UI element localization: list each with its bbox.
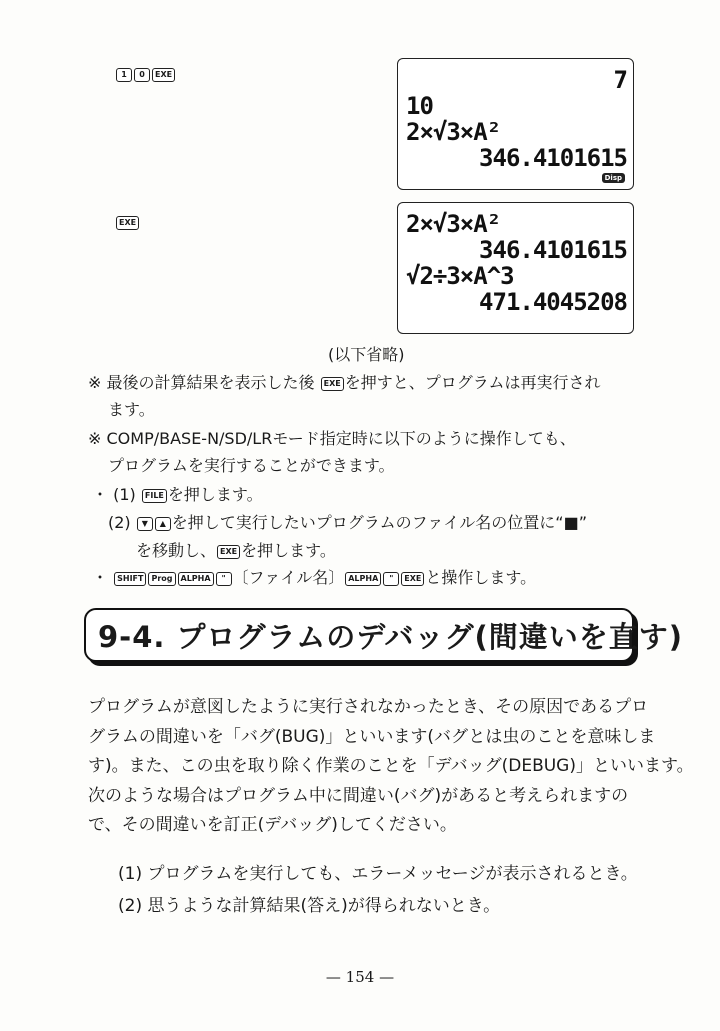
key-down: ▼ [137,517,153,531]
step1-num: (1) [113,485,136,504]
note-2 [88,427,576,451]
key-alpha: ALPHA [178,572,214,586]
key-exe: EXE [152,68,175,82]
screen1-line2: 10 [406,92,433,120]
note1-text-a: 最後の計算結果を表示した後 [106,373,315,392]
body-line: で、その間違いを訂正(デバッグ)してください。 [88,815,457,835]
key-prog: Prog [148,572,175,586]
bullet: ・ [92,485,109,504]
key-shift: SHIFT [114,572,146,586]
calculator-screen-1 [397,58,634,190]
key-1: 1 [116,68,132,82]
step2-text: を押して実行したいプログラムのファイル名の位置に“■” [171,513,587,532]
case-item: (2) 思うような計算結果(答え)が得られないとき。 [118,895,501,916]
key-file: FILE [142,489,167,503]
step-3 [92,566,536,590]
key-0: 0 [134,68,150,82]
note-1 [88,371,601,395]
note-mark: ※ [88,429,102,448]
omitted-note: (以下省略) [328,345,405,364]
key-exe: EXE [116,216,139,230]
section-heading: 9-4. プログラムのデバッグ(間違いを直す) [98,620,683,654]
key-exe: EXE [217,545,240,559]
bullet: ・ [92,568,109,587]
case-list [118,860,638,921]
note2-text-b: プログラムを実行することができます。 [108,456,395,475]
body-line: す)。また、この虫を取り除く作業のことを「デバッグ(DEBUG)」といいます。 [88,756,694,776]
screen2-line1: 2×√3×A² [406,210,501,238]
key-quote: " [216,572,232,586]
step-2 [108,511,587,535]
screen1-line4: 346.4101615 [479,144,627,172]
case-item: (1) プログラムを実行しても、エラーメッセージが表示されるとき。 [118,864,638,884]
page-number: — 154 — [325,968,395,986]
screen1-line3: 2×√3×A² [406,118,501,146]
note1-text-b: を押すと、プログラムは再実行され [344,373,601,392]
screen2-line4: 471.4045208 [479,288,627,316]
step-2-cont [136,539,336,563]
key-up: ▲ [155,517,171,531]
key-exe: EXE [401,572,424,586]
step-1 [92,483,263,507]
body-line: プログラムが意図したように実行されなかったとき、その原因であるプロ [88,697,649,717]
body-line: グラムの間違いを「バグ(BUG)」といいます(バグとは虫のことを意味しま [88,726,656,747]
screen2-line3: √2÷3×A^3 [406,262,514,290]
note2-text-a: COMP/BASE-N/SD/LRモード指定時に以下のように操作しても、 [106,429,576,448]
step3-text-a: 〔ファイル名〕 [232,568,345,587]
screen2-line2: 346.4101615 [479,236,627,264]
calculator-screen-2 [397,202,634,334]
step3-text-b: と操作します。 [425,568,537,587]
disp-badge: Disp [602,173,625,183]
body-line: 次のような場合はプログラム中に間違い(バグ)があると考えられますの [88,785,629,806]
key-alpha: ALPHA [345,572,381,586]
step2-text3: を押します。 [241,541,336,560]
body-paragraph [88,693,694,841]
section-heading-box [84,608,683,662]
key-exe: EXE [321,377,344,391]
step2-num: (2) [108,513,131,532]
key-sequence-2 [115,212,140,231]
screen1-line1: 7 [613,66,627,94]
step1-text: を押します。 [167,485,263,504]
note1-text-c: ます。 [108,400,155,419]
step2-text2: を移動し、 [136,541,217,560]
key-sequence-1 [115,64,176,83]
key-quote: " [383,572,399,586]
note-mark: ※ [88,373,102,392]
